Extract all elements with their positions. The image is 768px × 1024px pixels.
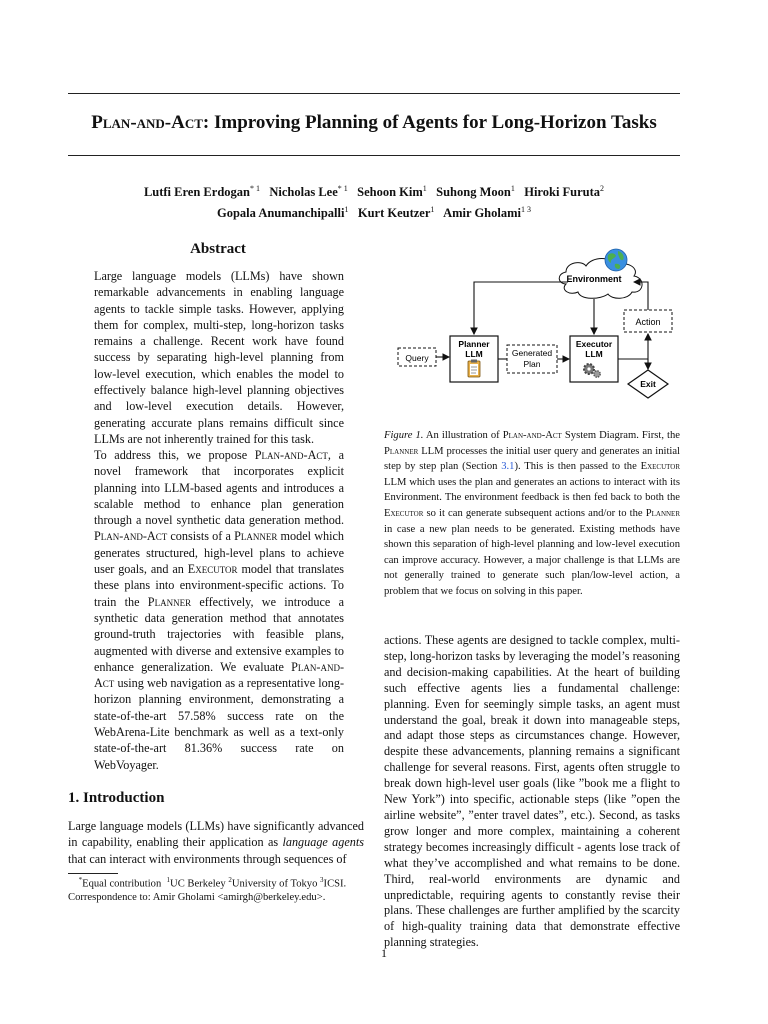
author: Lutfi Eren Erdogan	[143, 185, 250, 200]
author: Nicholas Lee	[269, 185, 338, 200]
system-diagram	[390, 242, 690, 422]
author-affiliation: 1	[510, 184, 515, 193]
author: Hiroki Furuta	[524, 185, 601, 200]
author-affiliation: 1 3	[521, 205, 531, 215]
author: Amir Gholami	[443, 206, 521, 221]
figure-caption: Figure 1. An illustration of Plan-and-Act System Diagram. First, the Planner LLM processes the initial user query and generates an initial step by step plan (Section 3.1). This is then passed to the Executor LLM which uses the plan and generates an actions to interact with its Environment. The environment feedback is then fed back to both the Executor so it can generate subsequent actions and/or to the Planner in case a new plan needs to be generated. Existing methods have shown this separation of high-level planning and low-level execution can improve accuracy. However, a major challenge is that LLMs are not generally trained to generate such plan/low-level action, a problem that we focus on solving in this paper.	[384, 430, 680, 597]
author-affiliation: 2	[600, 184, 605, 193]
clipboard-icon	[468, 360, 480, 378]
author: Gopala Anumanchipalli	[217, 206, 345, 221]
query-label: Query	[405, 353, 429, 363]
abstract-paragraph-2: To address this, we propose Plan-and-Act, a novel framework that incorporates explicit planning into LLM-based agents and introduces a scalable method to enhance plan generation through a novel synthetic data generation method. Plan-and-Act consists of a Planner model which generates structured, high-level plans to achieve user goals, and an Executor model that translates these plans into environment-specific actions. To train the Planner effectively, we introduce a synthetic data generation method that annotates ground-truth trajectories with feasible plans, augmented with diverse and extensive examples to enhance generalization. We evaluate Plan-and-Act using web navigation as a representative long-horizon planning environment, demonstrating a state-of-the-art 57.58% success rate on the WebArena-Lite benchmark as well as a text-only state-of-the-art 81.36% success rate on WebVoyager.	[94, 448, 344, 772]
env-to-planner-arrow	[474, 282, 568, 334]
environment-label: Environment	[566, 274, 622, 284]
title-method-name: Plan-and-Act	[91, 112, 203, 133]
planner-llm-label: LLM	[465, 349, 483, 359]
executor-label: Executor	[575, 339, 613, 349]
generated-plan-label: Generated	[511, 348, 553, 358]
executor-llm-label: LLM	[585, 349, 603, 359]
author-list	[68, 180, 680, 222]
author-affiliation: * 1	[249, 184, 260, 193]
right-column-paragraph: actions. These agents are designed to tackle complex, multi-step, long-horizon tasks by leveraging the model’s reasoning and decision-making capabilities. At the heart of building such effective agents lies a fundamental challenge: planning. Even for seemingly simple tasks, an agent must understand the goal, break it down into manageable steps, and adapt those steps as circumstances change. However, despite these advancements, planning remains a significant challenge for several reasons. First, agents often struggle to break down high-level user goals (like ”book me a flight to New York”) into specific, actionable steps (like ”open the airline website”, ”enter travel dates”, etc.). Second, as tasks grow longer and more complex, maintaining a coherent strategy becomes increasingly difficult - agents lose track of what they’ve accomplished and what remains to be done. Third, real-world environments are dynamic and unpredictable, requiring agents to constantly revise their plans. These challenges are further amplified by the scarcity of high-quality training data that demonstrate effective planning strategies.	[384, 633, 680, 950]
author-line-1	[68, 180, 680, 201]
abstract-paragraph-1: Large language models (LLMs) have shown remarkable advancements in enabling language agents to tackle simple tasks. However, applying them for complex, multi-step, long-horizon tasks remains a challenge. Recent work have found success by separating high-level planning from low-level execution, which enables the model to effectively balance high-level planning objectives and low-level execution details. However, generating accurate plans remains difficult since LLMs are not inherently trained for this task.	[94, 269, 344, 446]
planner-label: Planner	[458, 339, 490, 349]
author-affiliation: 1	[430, 205, 435, 215]
author-affiliation: 1	[344, 205, 349, 215]
abstract-heading: Abstract	[190, 241, 246, 257]
author: Suhong Moon	[436, 185, 511, 200]
executor-to-action-arrow	[618, 334, 648, 359]
section-link[interactable]: 3.1	[501, 461, 515, 473]
environment-cloud	[559, 259, 642, 299]
footnote: *Equal contribution $^1$UC Berkeley $^2$University of Tokyo $^3$ICSI. Correspondence to: Amir Gholami <amirgh@berkeley.edu>.	[68, 876, 347, 904]
introduction-heading: 1. Introduction	[68, 790, 165, 806]
title-bottom-rule	[68, 155, 680, 156]
top-rule	[68, 93, 680, 94]
author-line-2	[68, 201, 680, 222]
introduction-paragraph: Large language models (LLMs) have significantly advanced in capability, enabling their application as language agents that can interact with environments through sequences of	[68, 819, 364, 866]
author-affiliation: * 1	[337, 184, 348, 193]
exit-label: Exit	[640, 379, 656, 389]
author-affiliation: 1	[422, 184, 427, 193]
paper-title	[68, 112, 680, 134]
page-number: 1	[381, 946, 387, 960]
author: Kurt Keutzer	[357, 206, 431, 221]
globe-icon	[605, 249, 627, 271]
plan-label: Plan	[523, 359, 541, 369]
title-rest: : Improving Planning of Agents for Long-Horizon Tasks	[202, 112, 657, 133]
action-label: Action	[635, 317, 661, 327]
author: Sehoon Kim	[357, 185, 423, 200]
